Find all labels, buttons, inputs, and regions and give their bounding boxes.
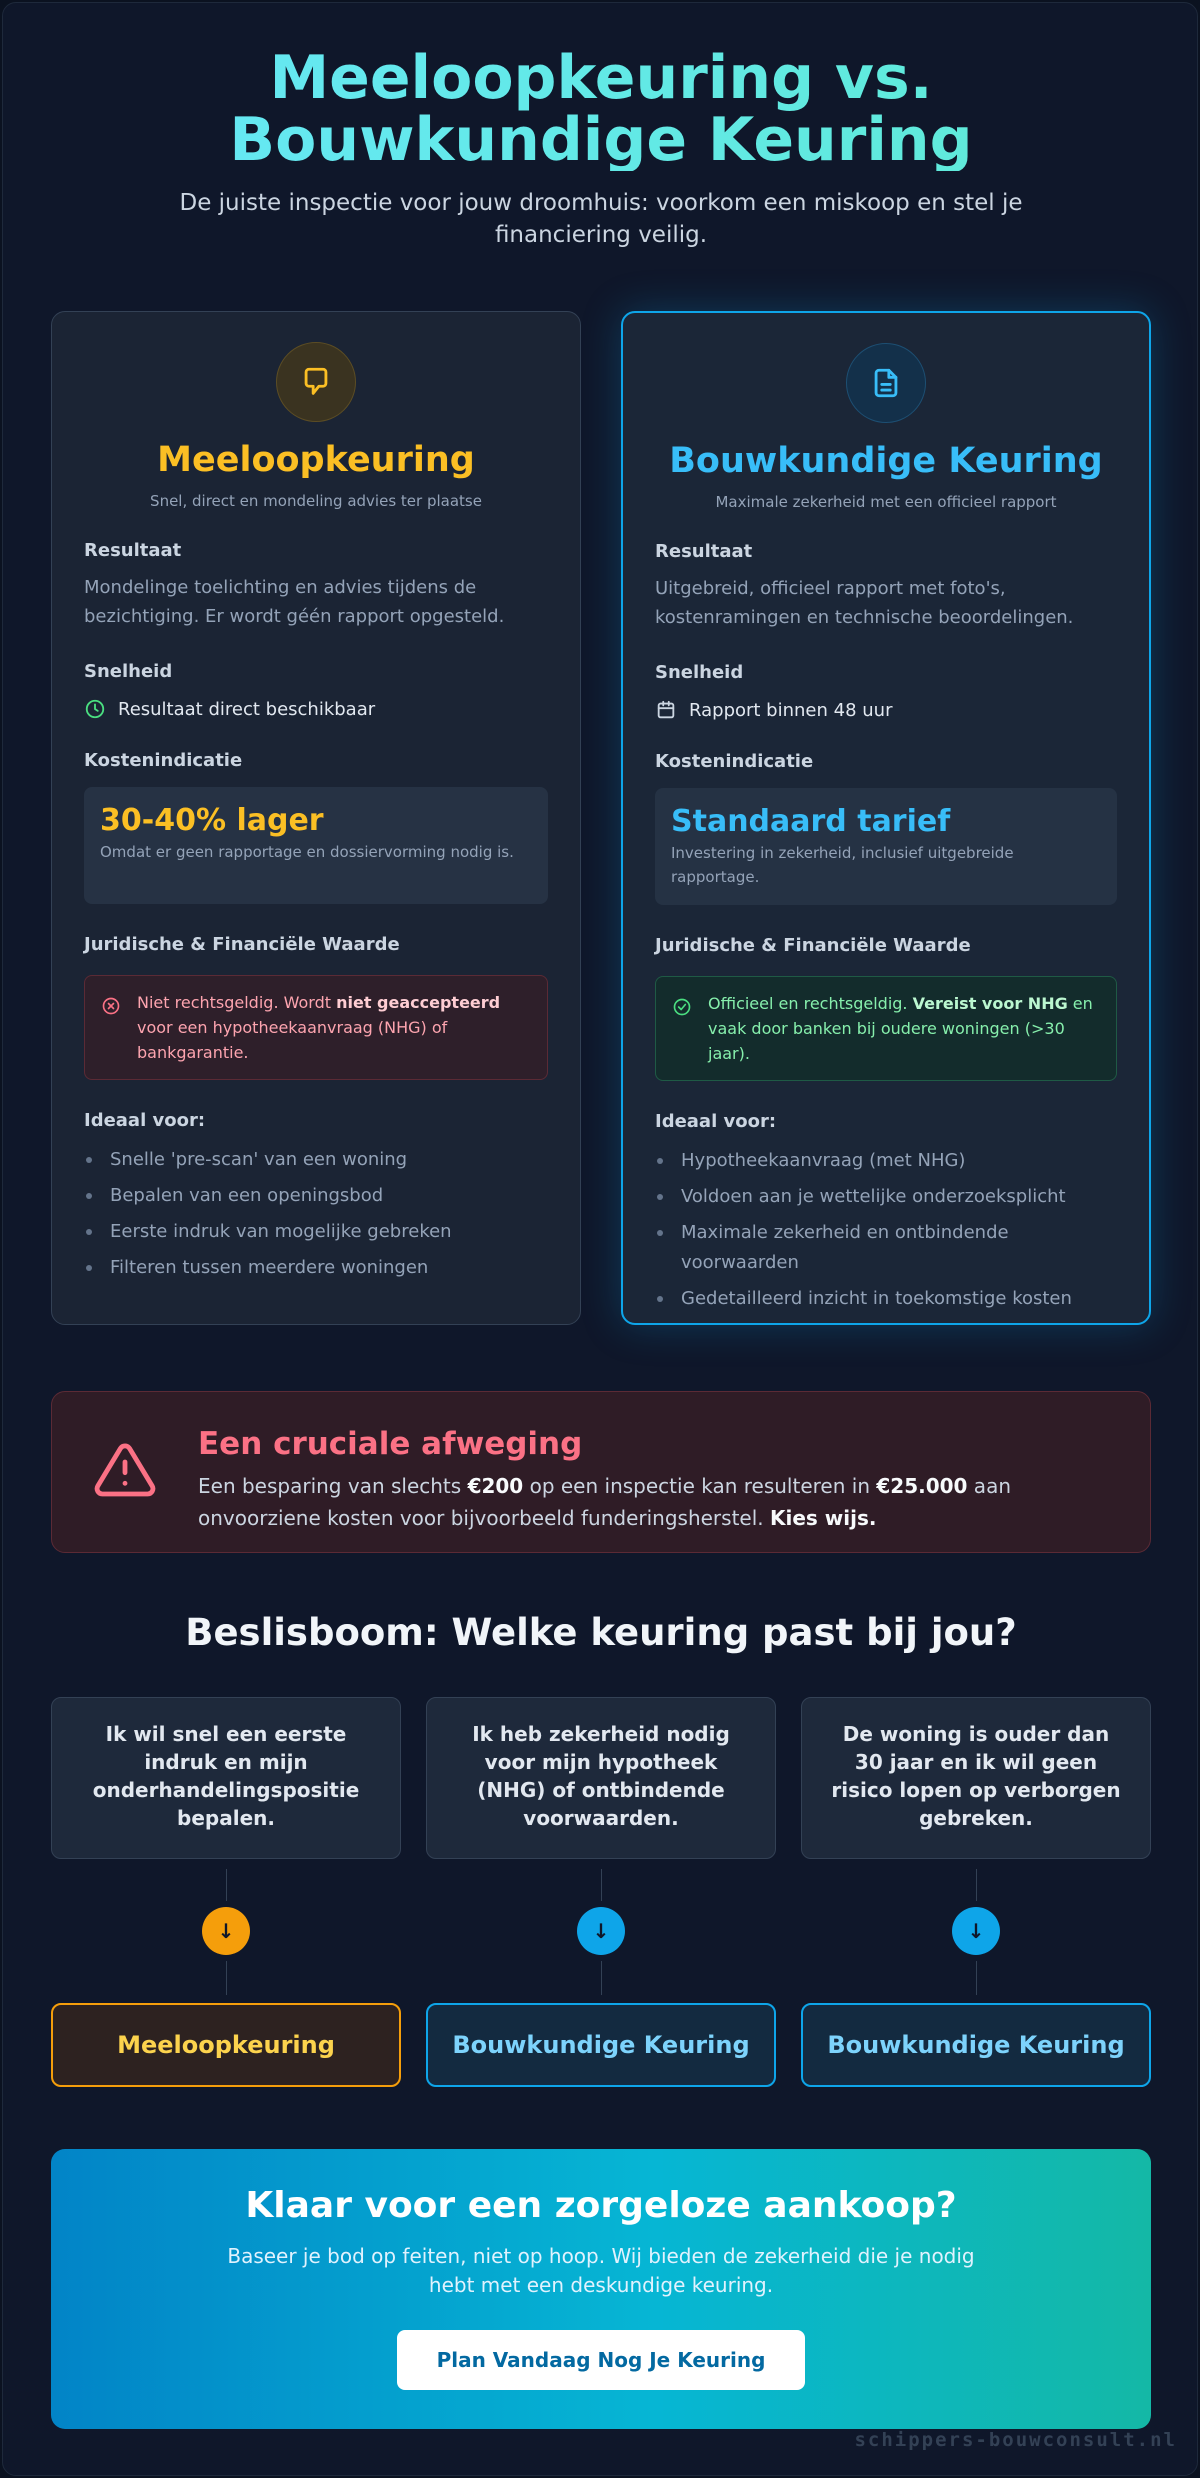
legal-text-post: en vaak door banken bij oudere woningen (>30 jaar). — [708, 994, 1093, 1063]
speed-label: Snelheid — [84, 661, 173, 682]
result-meeloopkeuring: Meeloopkeuring — [51, 2003, 401, 2087]
calendar-icon — [655, 699, 677, 721]
warning-title: Een cruciale afweging — [198, 1426, 583, 1462]
card-subtitle: Maximale zekerheid met een officieel rapport — [715, 493, 1057, 511]
speed-row — [84, 698, 548, 720]
document-icon — [846, 343, 926, 423]
infographic-frame — [2, 2, 1198, 2476]
page-subtitle: De juiste inspectie voor jouw droomhuis: voorkom een miskoop en stel je financiering veilig. — [179, 190, 1023, 248]
result-bouwkundige-keuring: Bouwkundige Keuring — [801, 2003, 1151, 2087]
list-item: Hypotheekaanvraag (met NHG) — [655, 1146, 1117, 1176]
card-title: Meeloopkeuring — [157, 440, 475, 480]
clock-icon — [84, 698, 106, 720]
meeloopkeuring-card — [51, 311, 581, 1325]
question-box-2: Ik heb zekerheid nodig voor mijn hypotheek (NHG) of ontbindende voorwaarden. — [426, 1697, 776, 1859]
ideal-list — [655, 1146, 1117, 1314]
x-circle-icon — [101, 996, 121, 1016]
cost-box — [84, 787, 548, 904]
ideal-label: Ideaal voor: — [655, 1111, 777, 1132]
ideal-label: Ideaal voor: — [84, 1110, 206, 1131]
bouwkundige-keuring-card — [621, 311, 1151, 1325]
result-text: Uitgebreid, officieel rapport met foto's, kostenramingen en technische beoordelingen. — [655, 578, 1074, 628]
cost-value: Standaard tarief — [671, 804, 951, 839]
list-item: Bepalen van een openingsbod — [84, 1181, 548, 1211]
result-bouwkundige-keuring: Bouwkundige Keuring — [426, 2003, 776, 2087]
warning-banner — [51, 1391, 1151, 1553]
legal-label: Juridische & Financiële Waarde — [655, 935, 971, 956]
speed-label: Snelheid — [655, 662, 744, 683]
legal-text-bold: Vereist voor NHG — [912, 994, 1068, 1013]
list-item: Snelle 'pre-scan' van een woning — [84, 1145, 548, 1175]
cost-label: Kostenindicatie — [655, 751, 814, 772]
connector-line — [226, 1869, 227, 1901]
connector-line — [601, 1869, 602, 1901]
cost-note: Omdat er geen rapportage en dossiervorming nodig is. — [100, 843, 514, 861]
list-item: Filteren tussen meerdere woningen — [84, 1253, 548, 1283]
cta-section — [51, 2149, 1151, 2429]
cta-text: Baseer je bod op feiten, niet op hoop. Wij bieden de zekerheid die je nodig hebt met een deskundige keuring. — [227, 2244, 975, 2297]
cost-value: 30-40% lager — [100, 803, 324, 838]
cost-label: Kostenindicatie — [84, 750, 243, 771]
speed-row — [655, 699, 1117, 721]
warning-text: Een besparing van slechts €200 op een inspectie kan resulteren in €25.000 aan onvoorziene kosten voor bijvoorbeeld funderingsherstel. Kies wijs. — [198, 1474, 1011, 1530]
speed-text: Resultaat direct beschikbaar — [118, 698, 376, 720]
title-line-1: Meeloopkeuring vs. — [269, 43, 933, 113]
arrow-down-icon: ↓ — [952, 1907, 1000, 1955]
connector-line — [601, 1961, 602, 1995]
legal-text-pre: Niet rechtsgeldig. Wordt — [137, 993, 337, 1012]
cost-note: Investering in zekerheid, inclusief uitgebreide rapportage. — [671, 844, 1014, 886]
legal-text-pre: Officieel en rechtsgeldig. — [708, 994, 913, 1013]
result-label: Resultaat — [655, 541, 753, 562]
result-text: Mondelinge toelichting en advies tijdens de bezichtiging. Er wordt géén rapport opgesteld. — [84, 577, 505, 627]
footer-url: schippers-bouwconsult.nl — [854, 2429, 1177, 2451]
title-line-2: Bouwkundige Keuring — [229, 105, 973, 175]
chat-bubble-icon — [276, 342, 356, 422]
plan-keuring-button[interactable]: Plan Vandaag Nog Je Keuring — [397, 2330, 805, 2390]
cost-box — [655, 788, 1117, 905]
arrow-down-icon: ↓ — [202, 1907, 250, 1955]
warning-triangle-icon — [90, 1438, 160, 1502]
card-subtitle: Snel, direct en mondeling advies ter plaatse — [150, 492, 482, 510]
check-circle-icon — [672, 997, 692, 1017]
list-item: Gedetailleerd inzicht in toekomstige kosten — [655, 1284, 1117, 1314]
result-label: Resultaat — [84, 540, 182, 561]
arrow-down-icon: ↓ — [577, 1907, 625, 1955]
list-item: Eerste indruk van mogelijke gebreken — [84, 1217, 548, 1247]
speed-text: Rapport binnen 48 uur — [689, 699, 893, 721]
question-box-3: De woning is ouder dan 30 jaar en ik wil geen risico lopen op verborgen gebreken. — [801, 1697, 1151, 1859]
legal-box — [84, 975, 548, 1080]
legal-label: Juridische & Financiële Waarde — [84, 934, 400, 955]
page-title — [3, 43, 1198, 175]
legal-text-bold: niet geaccepteerd — [336, 993, 501, 1012]
connector-line — [976, 1961, 977, 1995]
cta-title: Klaar voor een zorgeloze aankoop? — [245, 2185, 957, 2226]
connector-line — [976, 1869, 977, 1901]
list-item: Voldoen aan je wettelijke onderzoeksplicht — [655, 1182, 1117, 1212]
legal-box — [655, 976, 1117, 1081]
legal-text-post: voor een hypotheekaanvraag (NHG) of bankgarantie. — [137, 1018, 448, 1062]
connector-line — [226, 1961, 227, 1995]
header — [3, 43, 1198, 251]
decision-tree-title: Beslisboom: Welke keuring past bij jou? — [185, 1611, 1017, 1654]
list-item: Maximale zekerheid en ontbindende voorwaarden — [655, 1218, 1117, 1278]
question-box-1: Ik wil snel een eerste indruk en mijn onderhandelingspositie bepalen. — [51, 1697, 401, 1859]
card-title: Bouwkundige Keuring — [669, 441, 1103, 481]
ideal-list — [84, 1145, 548, 1283]
